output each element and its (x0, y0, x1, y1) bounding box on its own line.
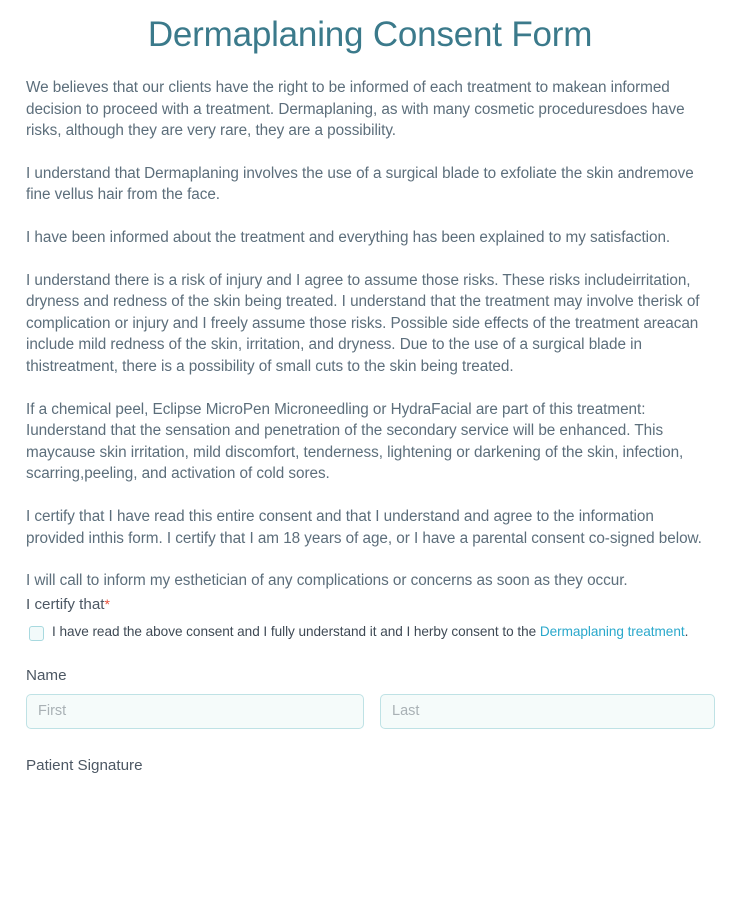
consent-paragraph: I understand there is a risk of injury and I agree to assume those risks. These risks includeirritation, dryness and redness of the skin being treated. I understand that the treatment may involve therisk of complication or injury and I freely assume those risks. Possible side effects of the treatment areacan include mild redness of the skin, irritation, and dryness. Due to the use of a surgical blade in thistreatment, there is a possibility of small cuts to the skin being treated. (26, 271, 700, 375)
consent-paragraph: We believes that our clients have the right to be informed of each treatment to makean informed decision to proceed with a treatment. Dermaplaning, as with many cosmetic proceduresdoes have risks, although they are very rare, they are a possibility. (26, 79, 685, 140)
name-inputs (26, 694, 714, 729)
consent-paragraph: If a chemical peel, Eclipse MicroPen Microneedling or HydraFacial are part of this treatment: Iunderstand that the sensation and penetration of the secondary service will be enhanced. This maycause skin irritation, mild discomfort, tenderness, lightening or darkening of the skin, infection, scarring,peeling, and activation of cold sores. (26, 400, 684, 483)
dermaplaning-treatment-link[interactable]: Dermaplaning treatment (539, 623, 685, 639)
page-title: Dermaplaning Consent Form (147, 15, 593, 54)
certify-field-group (26, 594, 714, 641)
checkbox-text-after: . (684, 623, 689, 639)
first-name-input[interactable] (26, 694, 364, 729)
required-asterisk: * (104, 595, 110, 612)
certify-checkbox-row[interactable] (26, 623, 714, 641)
name-field-group (26, 665, 714, 729)
consent-paragraph: I have been informed about the treatment and everything has been explained to my satisfaction. (26, 228, 671, 246)
certify-label-text: I certify that (26, 595, 105, 613)
certify-checkbox[interactable] (29, 626, 44, 641)
consent-paragraph: I will call to inform my esthetician of any complications or concerns as soon as they occur. (26, 572, 628, 590)
name-label: Name (26, 666, 67, 684)
certify-label (26, 594, 714, 615)
consent-paragraph: I certify that I have read this entire consent and that I understand and agree to the information provided inthis form. I certify that I am 18 years of age, or I have a parental consent co-signed below. (26, 507, 702, 547)
checkbox-text-before: I have read the above consent and I fully understand it and I herby consent to the (52, 623, 540, 639)
patient-signature-label: Patient Signature (26, 756, 143, 774)
consent-text-body (26, 77, 714, 592)
signature-field-group (26, 755, 714, 776)
consent-paragraph: I understand that Dermaplaning involves the use of a surgical blade to exfoliate the skin andremove fine vellus hair from the face. (26, 164, 694, 204)
last-name-input[interactable] (380, 694, 715, 729)
certify-checkbox-label (52, 623, 688, 640)
